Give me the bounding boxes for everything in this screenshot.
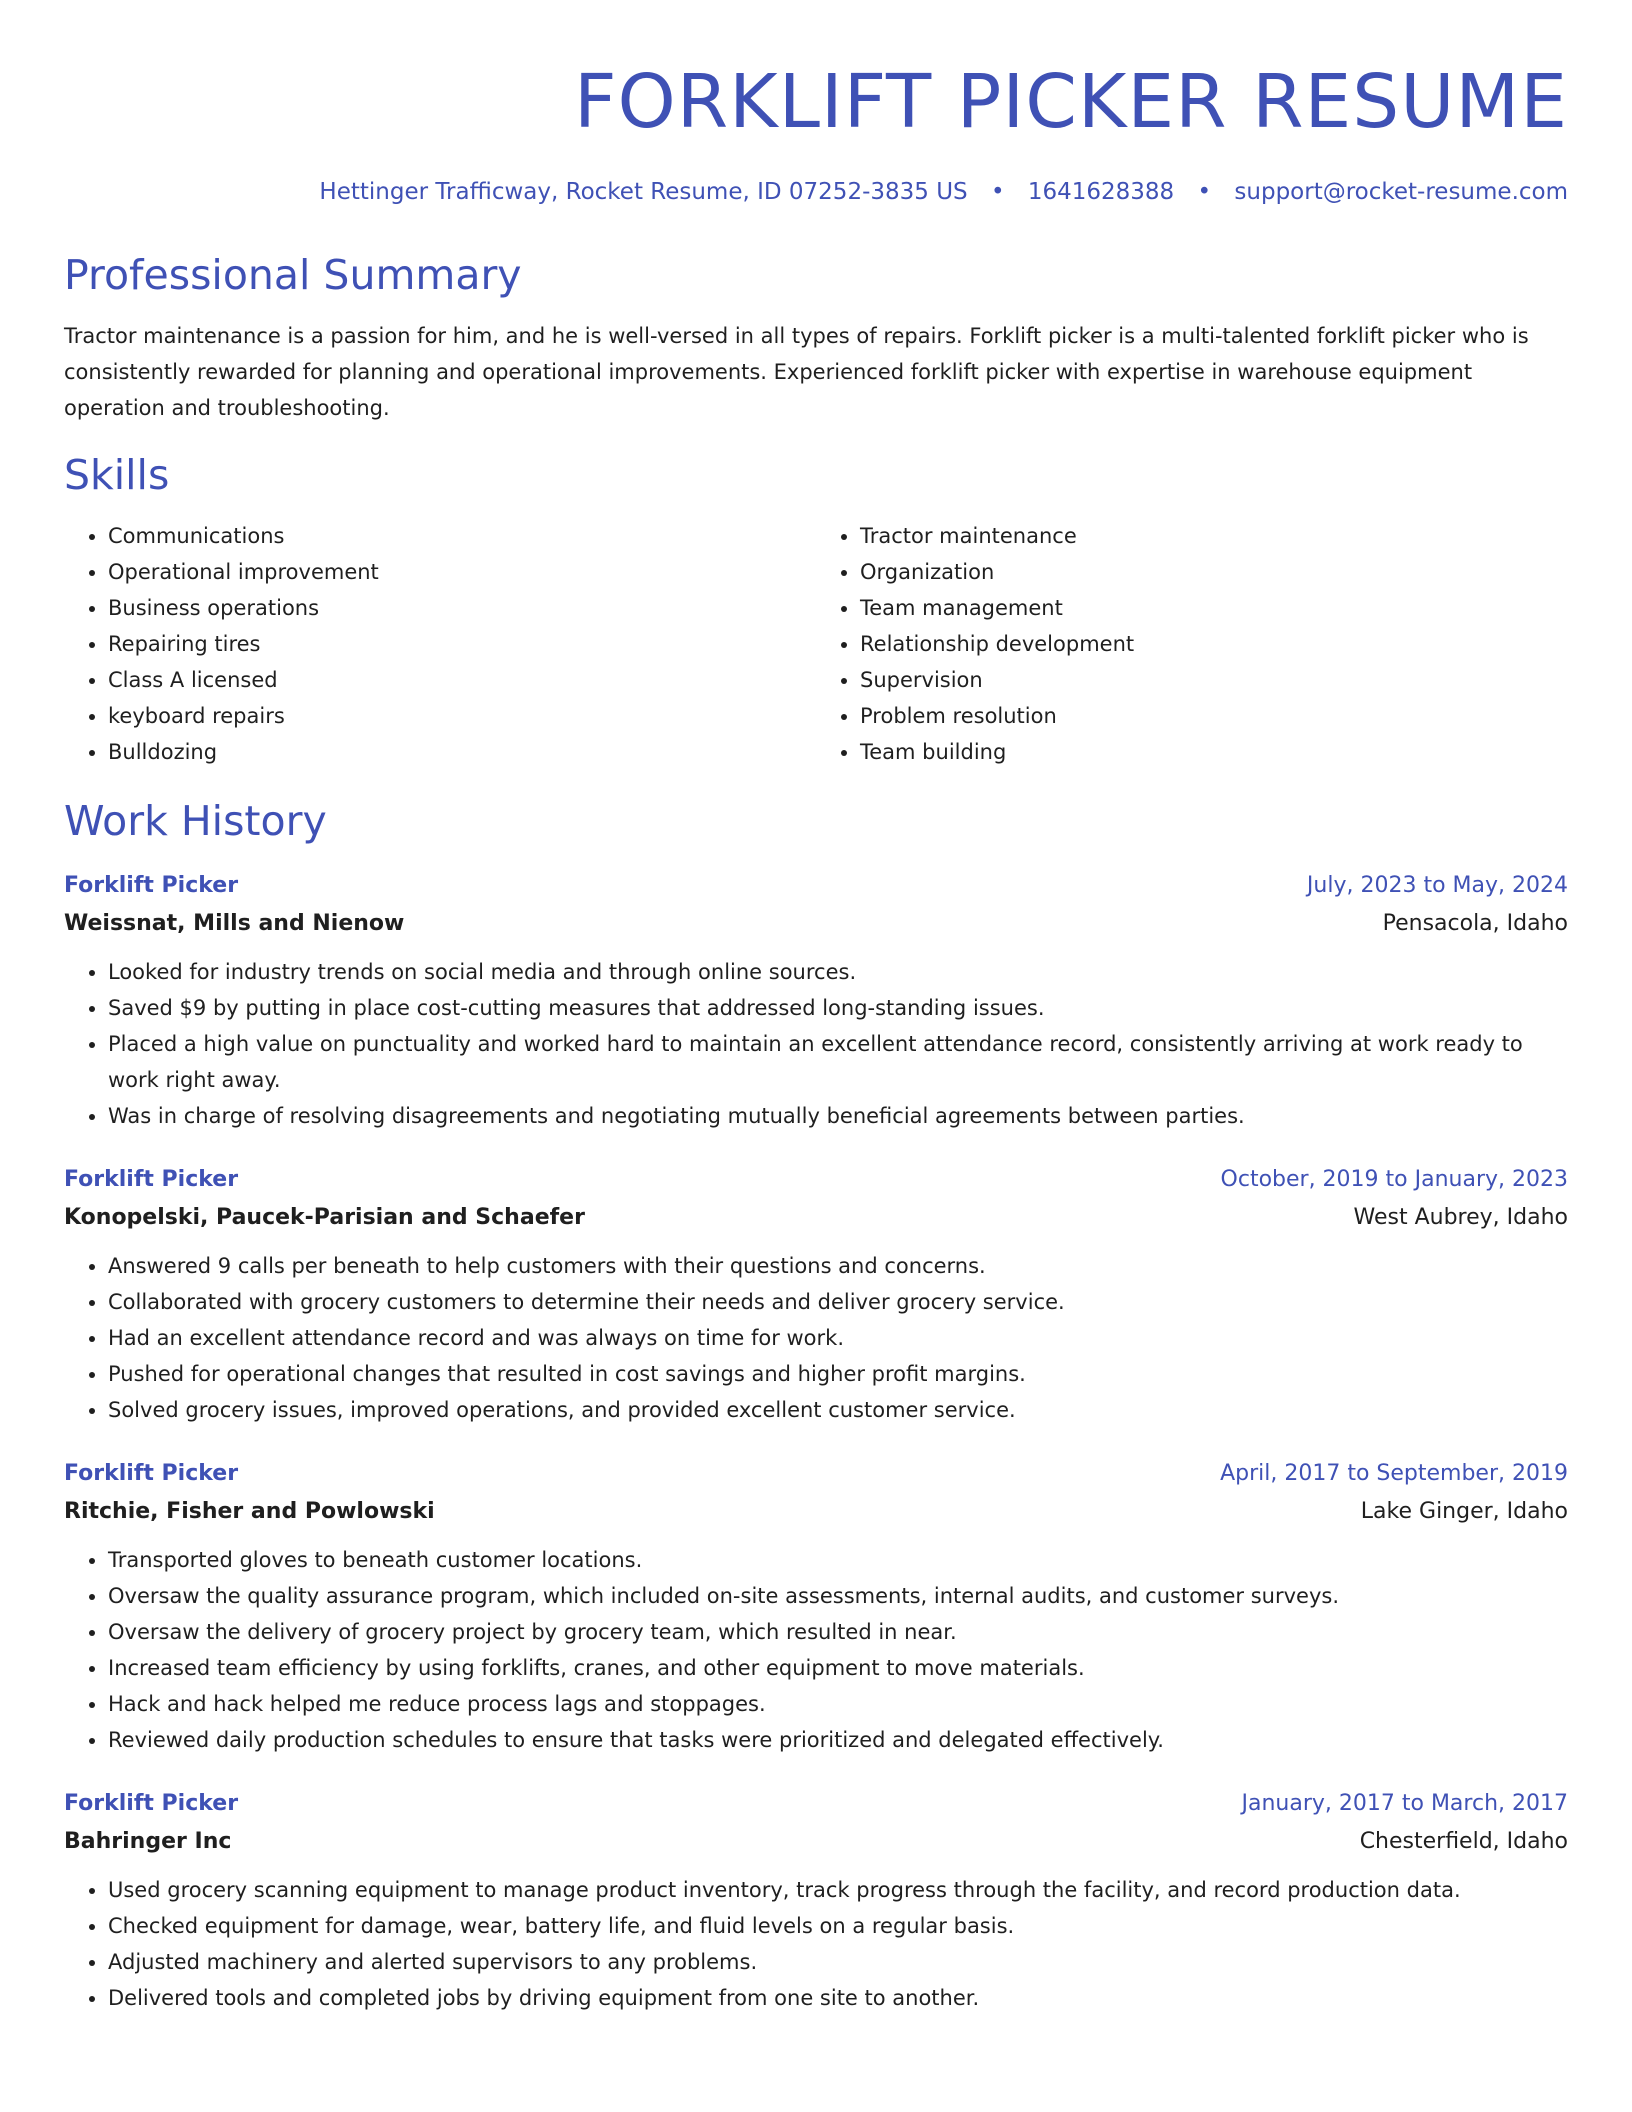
contact-separator: • xyxy=(990,179,1005,205)
job-dates: July, 2023 to May, 2024 xyxy=(1306,873,1568,898)
job-bullet: • Used grocery scanning equipment to manage product inventory, track progress through the facility, and record production data. xyxy=(108,1872,1568,1908)
skill-item: • Bulldozing xyxy=(108,734,816,770)
contact-line xyxy=(64,176,1568,208)
job-entry xyxy=(64,1162,1568,1428)
skill-item: • Team management xyxy=(860,590,1568,626)
job-dates: April, 2017 to September, 2019 xyxy=(1220,1461,1568,1486)
skill-item: • Repairing tires xyxy=(108,626,816,662)
job-bullets xyxy=(64,954,1568,1134)
job-dates: October, 2019 to January, 2023 xyxy=(1220,1167,1568,1192)
job-bullet: • Was in charge of resolving disagreements and negotiating mutually beneficial agreements between parties. xyxy=(108,1098,1568,1134)
summary-text: Tractor maintenance is a passion for him, and he is well-versed in all types of repairs. Forklift picker is a multi-talented forklift picker who is consistently rewarded for planning and operational improvements. Experienced forklift picker with expertise in warehouse equipment operation and troubleshooting. xyxy=(64,324,1529,420)
job-bullet: • Transported gloves to beneath customer locations. xyxy=(108,1542,1568,1578)
skill-item: • keyboard repairs xyxy=(108,698,816,734)
skills-heading: Skills xyxy=(64,451,170,499)
job-bullet: • Placed a high value on punctuality and worked hard to maintain an excellent attendance record, consistently arriving at work ready to work right away. xyxy=(108,1026,1568,1098)
job-bullet: • Oversaw the delivery of grocery project by grocery team, which resulted in near. xyxy=(108,1614,1568,1650)
summary-heading: Professional Summary xyxy=(64,251,522,299)
skills-column-right xyxy=(816,518,1568,770)
skill-item: • Organization xyxy=(860,554,1568,590)
skill-item: • Business operations xyxy=(108,590,816,626)
job-bullet: • Solved grocery issues, improved operations, and provided excellent customer service. xyxy=(108,1392,1568,1428)
job-bullet: • Oversaw the quality assurance program, which included on-site assessments, internal audits, and customer surveys. xyxy=(108,1578,1568,1614)
job-company: Weissnat, Mills and Nienow xyxy=(64,911,405,936)
job-bullet: • Hack and hack helped me reduce process lags and stoppages. xyxy=(108,1686,1568,1722)
job-location: West Aubrey, Idaho xyxy=(1353,1205,1568,1230)
job-company: Konopelski, Paucek-Parisian and Schaefer xyxy=(64,1205,585,1230)
job-title: Forklift Picker xyxy=(64,1791,239,1816)
job-bullets xyxy=(64,1248,1568,1428)
job-bullet: • Answered 9 calls per beneath to help customers with their questions and concerns. xyxy=(108,1248,1568,1284)
job-bullets xyxy=(64,1872,1568,2016)
job-bullet: • Increased team efficiency by using forklifts, cranes, and other equipment to move materials. xyxy=(108,1650,1568,1686)
job-bullet: • Saved $9 by putting in place cost-cutting measures that addressed long-standing issues. xyxy=(108,990,1568,1026)
job-bullet: • Checked equipment for damage, wear, battery life, and fluid levels on a regular basis. xyxy=(108,1908,1568,1944)
skill-item: • Communications xyxy=(108,518,816,554)
skill-item: • Tractor maintenance xyxy=(860,518,1568,554)
job-company: Bahringer Inc xyxy=(64,1829,232,1854)
job-entry xyxy=(64,1786,1568,2016)
job-entry xyxy=(64,868,1568,1134)
resume-title: FORKLIFT PICKER RESUME xyxy=(573,59,1568,145)
contact-address: Hettinger Trafficway, Rocket Resume, ID 07252-3835 US xyxy=(319,179,968,205)
skill-item: • Team building xyxy=(860,734,1568,770)
contact-email[interactable]: support@rocket-resume.com xyxy=(1234,179,1568,205)
skill-item: • Operational improvement xyxy=(108,554,816,590)
job-title: Forklift Picker xyxy=(64,1461,239,1486)
skills-list xyxy=(64,518,1568,770)
job-dates: January, 2017 to March, 2017 xyxy=(1241,1791,1568,1816)
job-bullet: • Had an excellent attendance record and was always on time for work. xyxy=(108,1320,1568,1356)
skill-item: • Class A licensed xyxy=(108,662,816,698)
job-bullet: • Looked for industry trends on social media and through online sources. xyxy=(108,954,1568,990)
contact-phone: 1641628388 xyxy=(1027,179,1175,205)
job-bullet: • Adjusted machinery and alerted supervisors to any problems. xyxy=(108,1944,1568,1980)
job-location: Lake Ginger, Idaho xyxy=(1360,1499,1568,1524)
job-location: Pensacola, Idaho xyxy=(1382,911,1568,936)
skill-item: • Relationship development xyxy=(860,626,1568,662)
work-history-heading: Work History xyxy=(64,797,327,845)
job-bullet: • Delivered tools and completed jobs by driving equipment from one site to another. xyxy=(108,1980,1568,2016)
job-title: Forklift Picker xyxy=(64,873,239,898)
skills-column-left xyxy=(64,518,816,770)
job-bullet: • Collaborated with grocery customers to determine their needs and deliver grocery service. xyxy=(108,1284,1568,1320)
skill-item: • Supervision xyxy=(860,662,1568,698)
job-company: Ritchie, Fisher and Powlowski xyxy=(64,1499,435,1524)
contact-separator: • xyxy=(1197,179,1212,205)
job-bullet: • Pushed for operational changes that resulted in cost savings and higher profit margins. xyxy=(108,1356,1568,1392)
job-title: Forklift Picker xyxy=(64,1167,239,1192)
skill-item: • Problem resolution xyxy=(860,698,1568,734)
job-entry xyxy=(64,1456,1568,1758)
job-bullet: • Reviewed daily production schedules to ensure that tasks were prioritized and delegated effectively. xyxy=(108,1722,1568,1758)
job-location: Chesterfield, Idaho xyxy=(1359,1829,1568,1854)
job-bullets xyxy=(64,1542,1568,1758)
